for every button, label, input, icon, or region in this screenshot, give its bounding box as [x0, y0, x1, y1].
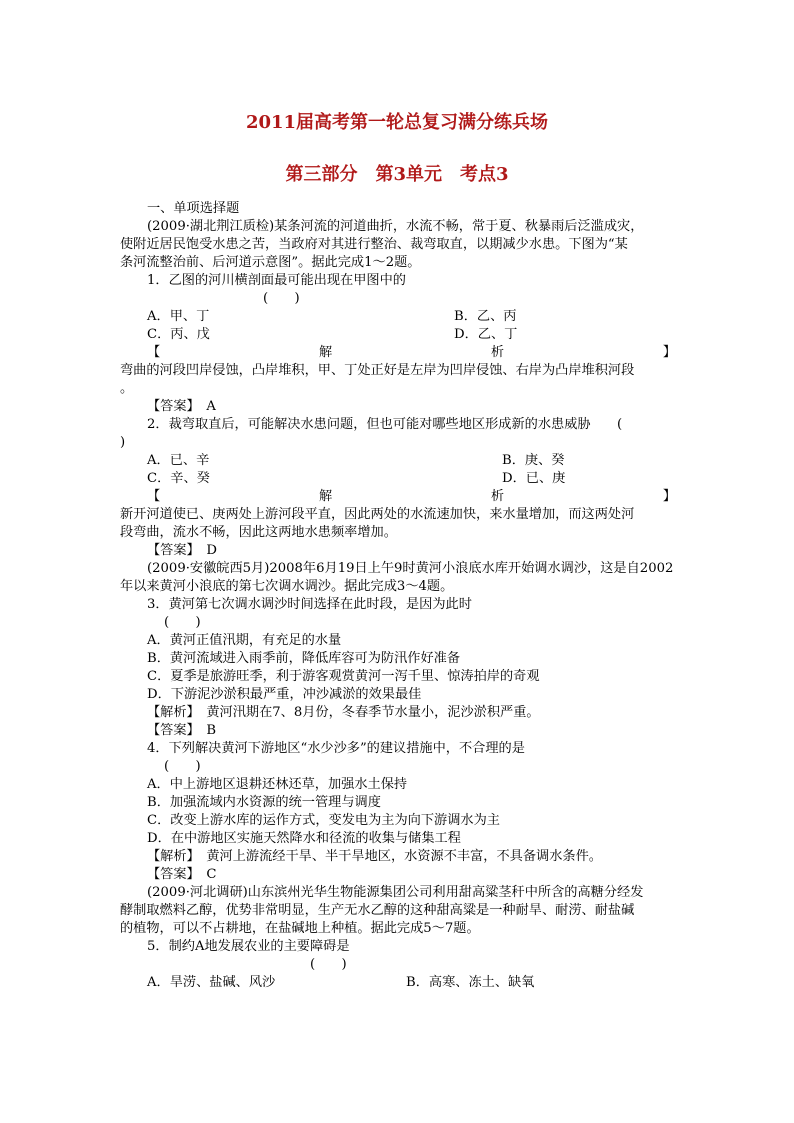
question-stem: 1．乙图的河川横剖面最可能出现在甲图中的	[147, 273, 406, 288]
analysis-text: 段弯曲，流水不畅，因此这两地水患频率增加。	[120, 525, 397, 540]
document-body	[120, 200, 676, 992]
option: B．高寒、冻土、缺氧	[406, 975, 535, 990]
answer-paren: ( )	[263, 291, 300, 306]
option: A．已、辛	[147, 453, 210, 468]
answer-paren: ( )	[310, 957, 347, 972]
question-stem: 3．黄河第七次调水调沙时间选择在此时段，是因为此时	[147, 597, 472, 612]
answer-line: 【答案】 C	[147, 867, 217, 882]
option: B．乙、丙	[454, 309, 517, 324]
document-subtitle: 第三部分 第3单元 考点3	[285, 164, 509, 185]
option: D．已、庚	[502, 471, 566, 486]
analysis-text: 弯曲的河段凹岸侵蚀，凸岸堆积，甲、丁处正好是左岸为凹岸侵蚀、右岸为凸岸堆积河段	[120, 363, 635, 378]
option: B．加强流域内水资源的统一管理与调度	[147, 795, 381, 810]
question-stem-cont: )	[120, 435, 126, 450]
option: D．在中游地区实施天然降水和径流的收集与储集工程	[147, 831, 461, 846]
analysis-label: 【 解 析 】	[147, 489, 676, 504]
document-title: 2011届高考第一轮总复习满分练兵场	[245, 112, 549, 133]
analysis-text: 【解析】 黄河汛期在7、8月份，冬春季节水量小，泥沙淤积严重。	[147, 705, 540, 720]
passage-line: 年以来黄河小浪底的第七次调水调沙。据此完成3～4题。	[120, 579, 454, 594]
answer-paren: ( )	[164, 759, 201, 774]
passage-line: 使附近居民饱受水患之苦，当政府对其进行整治、裁弯取直，以期减少水患。下图为“某	[120, 237, 628, 252]
option: C．丙、戊	[147, 327, 210, 342]
option: C．夏季是旅游旺季，利于游客观赏黄河一泻千里、惊涛拍岸的奇观	[147, 669, 540, 684]
answer-line: 【答案】 A	[147, 399, 216, 414]
answer-line: 【答案】 B	[147, 723, 217, 738]
analysis-text: 新开河道使已、庚两处上游河段平直，因此两处的水流速加快，来水量增加，而这两处河	[120, 507, 635, 522]
option: A．黄河正值汛期，有充足的水量	[147, 633, 342, 648]
question-stem: 4．下列解决黄河下游地区“水少沙多”的建议措施中，不合理的是	[147, 741, 525, 756]
option: D．下游泥沙淤积最严重，冲沙减淤的效果最佳	[147, 687, 422, 702]
analysis-text-end: 。	[120, 381, 134, 396]
passage-line: (2009·河北调研)山东滨州光华生物能源集团公司利用甜高粱茎秆中所含的高糖分经发	[147, 885, 644, 900]
question-stem: 2．裁弯取直后，可能解决水患问题，但也可能对哪些地区形成新的水患威胁 (	[147, 417, 623, 432]
option: A．中上游地区退耕还林还草，加强水土保持	[147, 777, 408, 792]
option: B．黄河流域进入雨季前，降低库容可为防汛作好准备	[147, 651, 461, 666]
answer-paren: ( )	[164, 615, 201, 630]
section-heading: 一、单项选择题	[147, 201, 240, 216]
option: C．辛、癸	[147, 471, 210, 486]
option: C．改变上游水库的运作方式，变发电为主为向下游调水为主	[147, 813, 500, 828]
passage-line: (2009·湖北荆江质检)某条河流的河道曲折，水流不畅，常于夏、秋暴雨后泛滥成灾，	[147, 219, 644, 234]
passage-line: (2009·安徽皖西5月)2008年6月19日上午9时黄河小浪底水库开始调水调沙，这是自2002	[147, 561, 674, 576]
passage-line: 酵制取燃料乙醇，优势非常明显，生产无水乙醇的这种甜高粱是一种耐旱、耐涝、耐盐碱	[120, 903, 635, 918]
option: A．旱涝、盐碱、风沙	[147, 975, 276, 990]
option: A．甲、丁	[147, 309, 210, 324]
analysis-label: 【 解 析 】	[147, 345, 676, 360]
passage-line: 的植物，可以不占耕地，在盐碱地上种植。据此完成5～7题。	[120, 921, 480, 936]
answer-line: 【答案】 D	[147, 543, 217, 558]
analysis-text: 【解析】 黄河上游流经干旱、半干旱地区，水资源不丰富，不具备调水条件。	[147, 849, 602, 864]
option: D．乙、丁	[454, 327, 518, 342]
option: B．庚、癸	[502, 453, 565, 468]
passage-line: 条河流整治前、后河道示意图”。据此完成1～2题。	[120, 255, 421, 270]
question-stem: 5．制约A地发展农业的主要障碍是	[147, 939, 350, 954]
